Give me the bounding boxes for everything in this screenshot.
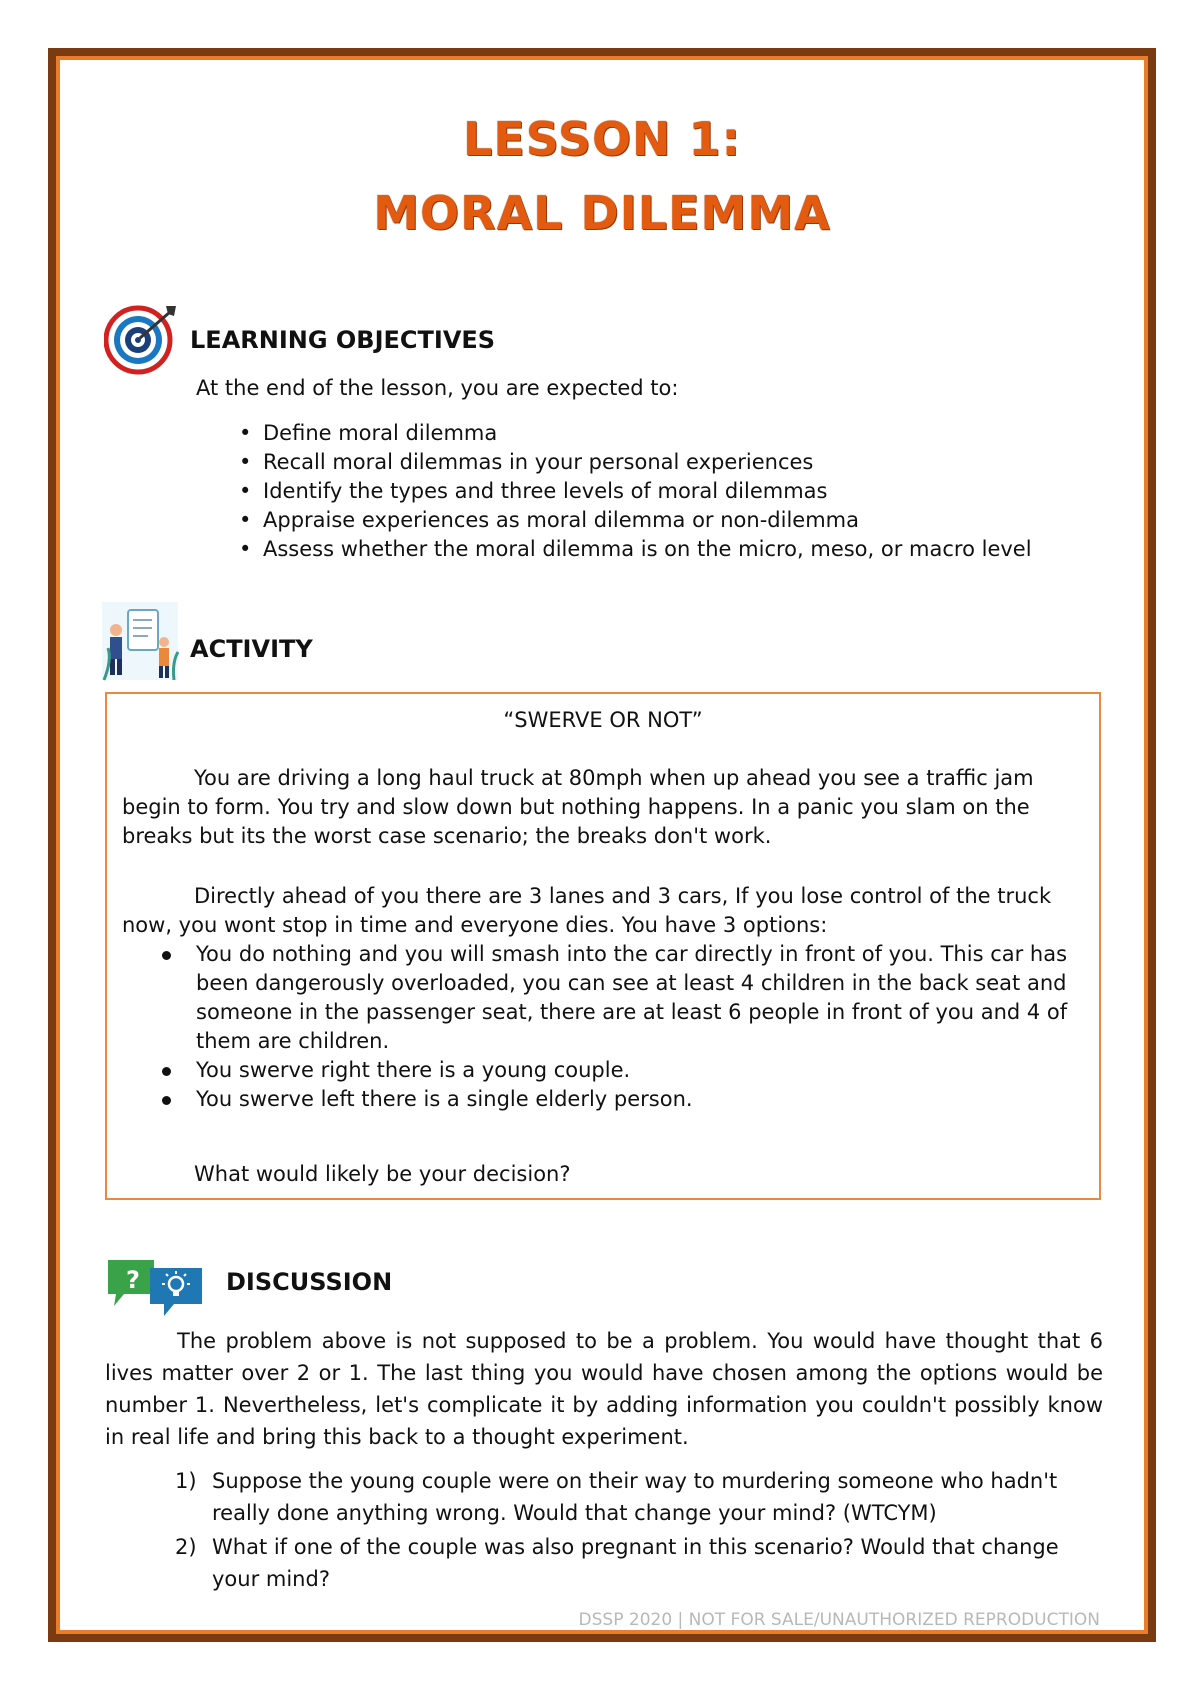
activity-paragraph-1: You are driving a long haul truck at 80mph when up ahead you see a traffic jam begin to form. You try and slow down but nothing happens. In a panic you slam on the breaks but its the worst case scenario; the breaks don't work.: [122, 766, 1034, 848]
discussion-speech-bubbles-icon: [104, 1256, 216, 1320]
svg-text:?: ?: [126, 1266, 140, 1294]
list-item: 2) What if one of the couple was also pregnant in this scenario? Would that change your mind?: [175, 1535, 1059, 1591]
activity-heading: ACTIVITY: [190, 635, 313, 663]
activity-options-list: [160, 940, 1090, 1114]
target-icon: [104, 302, 178, 376]
discussion-questions-list: [175, 1465, 1085, 1597]
list-item: • Recall moral dilemmas in your personal experiences: [239, 450, 814, 474]
list-item: • Assess whether the moral dilemma is on the micro, meso, or macro level: [239, 537, 1032, 561]
activity-title: “SWERVE OR NOT”: [503, 708, 703, 732]
list-item: • Define moral dilemma: [239, 421, 498, 445]
list-item: You swerve right there is a young couple.: [160, 1056, 1090, 1085]
lesson-number: LESSON 1:: [463, 112, 741, 166]
list-item: You swerve left there is a single elderly person.: [160, 1085, 1090, 1114]
footer-copyright: DSSP 2020 | NOT FOR SALE/UNAUTHORIZED REPRODUCTION: [578, 1610, 1100, 1630]
objectives-heading: LEARNING OBJECTIVES: [190, 326, 496, 354]
list-item: 1) Suppose the young couple were on their way to murdering someone who hadn't really done anything wrong. Would that change your mind? (WTCYM): [175, 1469, 1058, 1525]
list-item: • Identify the types and three levels of moral dilemmas: [239, 479, 828, 503]
activity-question: What would likely be your decision?: [194, 1162, 571, 1186]
objectives-list: [235, 419, 1032, 564]
list-item: • Appraise experiences as moral dilemma or non-dilemma: [239, 508, 859, 532]
activity-illustration-icon: [100, 600, 180, 682]
discussion-heading: DISCUSSION: [226, 1268, 393, 1296]
lesson-title: MORAL DILEMMA: [373, 186, 831, 240]
list-item: You do nothing and you will smash into the car directly in front of you. This car has been dangerously overloaded, you can see at least 4 children in the back seat and someone in the passenger seat, there are at least 6 people in front of you and 4 of them are children.: [160, 940, 1090, 1056]
discussion-paragraph: The problem above is not supposed to be a problem. You would have thought that 6 lives matter over 2 or 1. The last thing you would have chosen among the options would be number 1. Nevertheless, let's complicate it by adding information you couldn't possibly know in real life and bring this back to a thought experiment.: [105, 1329, 1103, 1449]
objectives-intro: At the end of the lesson, you are expected to:: [196, 376, 679, 400]
activity-paragraph-2: Directly ahead of you there are 3 lanes and 3 cars, If you lose control of the truck now, you wont stop in time and everyone dies. You have 3 options:: [122, 884, 1052, 937]
